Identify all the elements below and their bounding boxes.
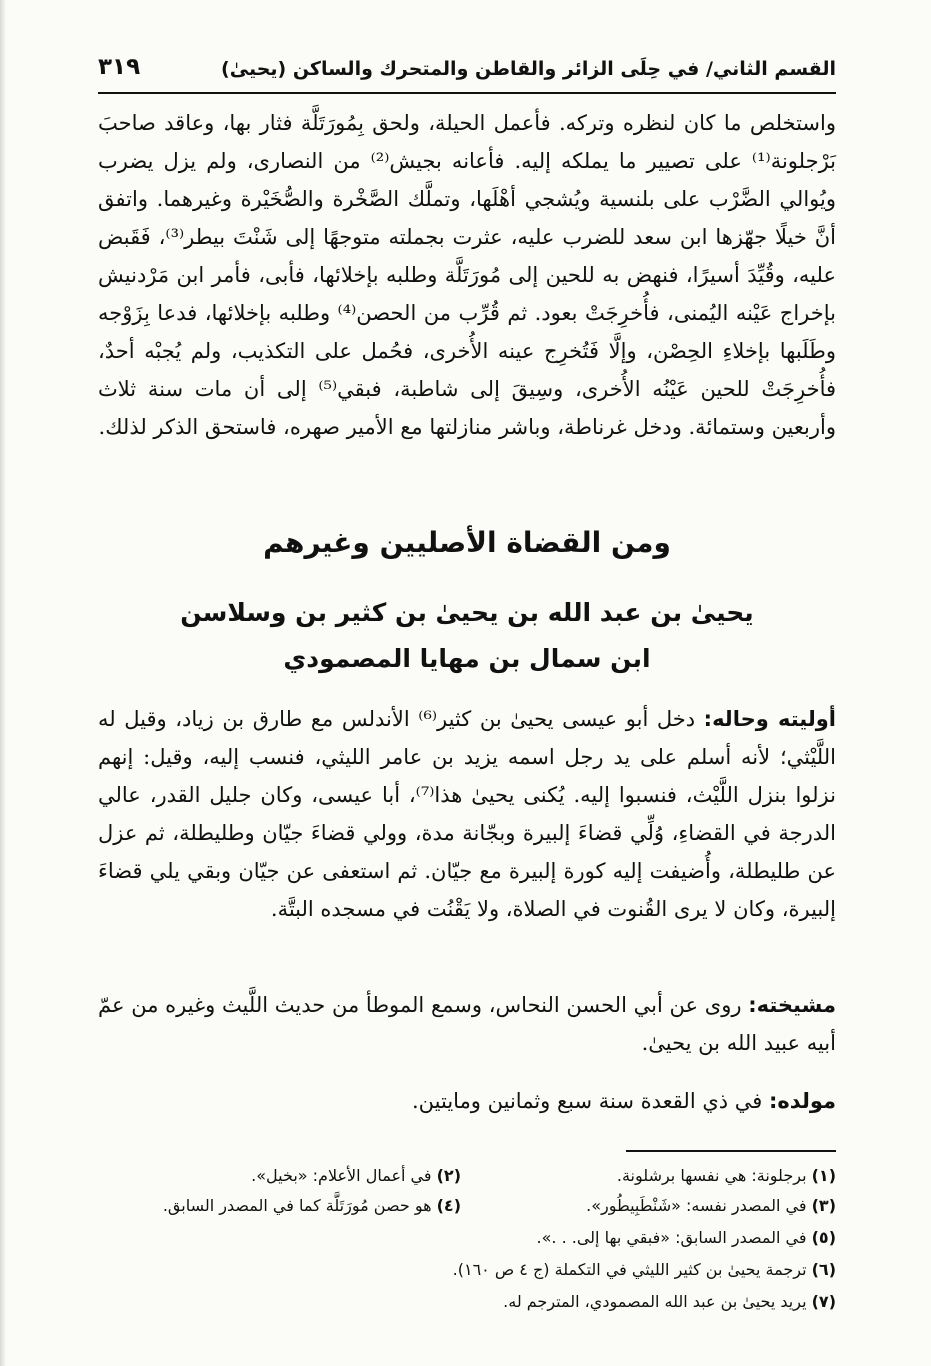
footnote-6 — [453, 1260, 836, 1280]
footnote-text: في المصدر السابق: «فبقي بها إلى. . .». — [536, 1228, 807, 1247]
footnote-separator — [626, 1150, 836, 1152]
biography-title-line-1: يحيىٰ بن عبد الله بن يحيىٰ بن كثير بن وسلاسن — [180, 598, 754, 627]
running-title: القسم الثاني/ في حِلَى الزائر والقاطن والمتحرك والساكن (يحيىٰ) — [221, 58, 836, 80]
footnote-5 — [537, 1228, 836, 1248]
paragraph-text: روى عن أبي الحسن النحاس، وسمع الموطأ من حديث اللَّيث وغيره من عمّ أبيه عبيد الله بن يحيىٰ. — [98, 993, 836, 1055]
footnote-text: يريد يحيىٰ بن عبد الله المصمودي، المترجم له. — [503, 1292, 807, 1311]
footnote-text: برجلونة: هي نفسها برشلونة. — [616, 1166, 807, 1185]
page-number: ٣١٩ — [98, 54, 141, 80]
footnote-text: ترجمة يحيىٰ بن كثير الليثي في التكملة (ج ٤ ص ١٦٠). — [452, 1260, 807, 1279]
footnote-number: (٣) — [811, 1196, 836, 1215]
biography-title-line-2: ابن سمال بن مهايا المصمودي — [283, 644, 651, 673]
footnote-number: (٥) — [811, 1228, 836, 1247]
footnote-text: في المصدر نفسه: «شَنْطَبِيطُور». — [586, 1196, 807, 1215]
paragraph-lead: أوليته وحاله: — [703, 707, 836, 731]
footnote-number: (٤) — [436, 1196, 461, 1215]
paragraph-lead: مشيخته: — [748, 993, 836, 1017]
footnote-7 — [503, 1292, 836, 1312]
footnote-1 — [617, 1166, 836, 1186]
page-header — [98, 52, 836, 94]
paragraph-birth — [98, 1082, 836, 1120]
paragraph-text: دخل أبو عيسى يحيىٰ بن كثير⁽⁶⁾ الأندلس مع طارق بن زياد، وقيل له اللَّيْثي؛ لأنه أسلم على يد رجل اسمه يزيد بن عامر الليثي، فنسب إليه، وقيل: إنهم نزلوا بنزل اللَّيْث، فنسبوا إليه. يُكنى يحيىٰ هذا⁽⁷⁾، أبا عيسى، وكان جليل القدر، عالي الدرجة في القضاءِ، وُلِّي قضاءَ إلبيرة وبجّانة مدة، وولي قضاءَ جيّان وطليطلة، ثم عزل عن طليطلة، وأُضيفت إليه كورة إلبيرة مع جيّان. ثم استعفى عن جيّان وبقي يلي قضاءَ إلبيرة، وكان لا يرى القُنوت في الصلاة، ولا يَقْنُت في مسجده البتَّة. — [98, 707, 836, 921]
page-edge-shadow — [0, 0, 6, 1366]
paragraph-continued: واستخلص ما كان لنظره وتركه. فأعمل الحيلة، ولحق بِمُورَتَلَّة فثار بها، وعاقد صاحبَ بَرْجلونة⁽¹⁾ على تصيير ما يملكه إليه. فأعانه بجيش⁽²⁾ من النصارى، ولم يزل يضرب ويُوالي الضَّرْب على بلنسية ويُشجي أهْلَها، وتملَّك الصَّخْرة والصُّخَيْرة وغيرهما. واتفق أنَّ خيلًا جهّزها ابن سعد للضرب عليه، عثرت بجملته متوجهًا إلى شَنْتَ بيطر⁽³⁾، فَقَبض عليه، وقُيِّدَ أسيرًا، فنهض به للحين إلى مُورَتَلَّة وطلبه بإخلائها، فأبى، فأمر ابن مَرْدنيش بإخراج عَيْنه اليُمنى، فأُخرِجَتْ بعود. ثم قُرِّب من الحصن⁽⁴⁾ وطلبه بإخلائها، فدعا بِزَوْجه وطَلَبها بإخلاءِ الحِصْن، وإلَّا فَتُخرِج عينه الأُخرى، فحُمل على التكذيب، ولم يُجبْه أحدٌ، فأُخرِجَتْ للحين عَيْنُه الأُخرى، وسِيقَ إلى شاطبة، فبقي⁽⁵⁾ إلى أن مات سنة ثلاث وأربعين وستمائة. ودخل غرناطة، وباشر منازلتها مع الأمير صهره، فاستحق الذكر لذلك. — [98, 111, 837, 439]
footnote-number: (٧) — [811, 1292, 836, 1311]
paragraph-text: في ذي القعدة سنة سبع وثمانين ومايتين. — [411, 1089, 770, 1113]
section-title: ومن القضاة الأصليين وغيرهم — [263, 526, 671, 559]
footnote-number: (٦) — [811, 1260, 836, 1279]
paragraph-lead: مولده: — [769, 1089, 836, 1113]
footnote-4 — [163, 1196, 461, 1216]
footnote-text: هو حصن مُورَتَلَّة كما في المصدر السابق. — [162, 1196, 432, 1215]
footnote-2 — [251, 1166, 461, 1186]
footnote-text: في أعمال الأعلام: «بخيل». — [251, 1166, 432, 1185]
footnote-3 — [586, 1196, 836, 1216]
paragraph-teachers — [98, 986, 836, 1062]
footnote-number: (٢) — [436, 1166, 461, 1185]
footnote-number: (١) — [811, 1166, 836, 1185]
paragraph-origin — [98, 700, 836, 928]
